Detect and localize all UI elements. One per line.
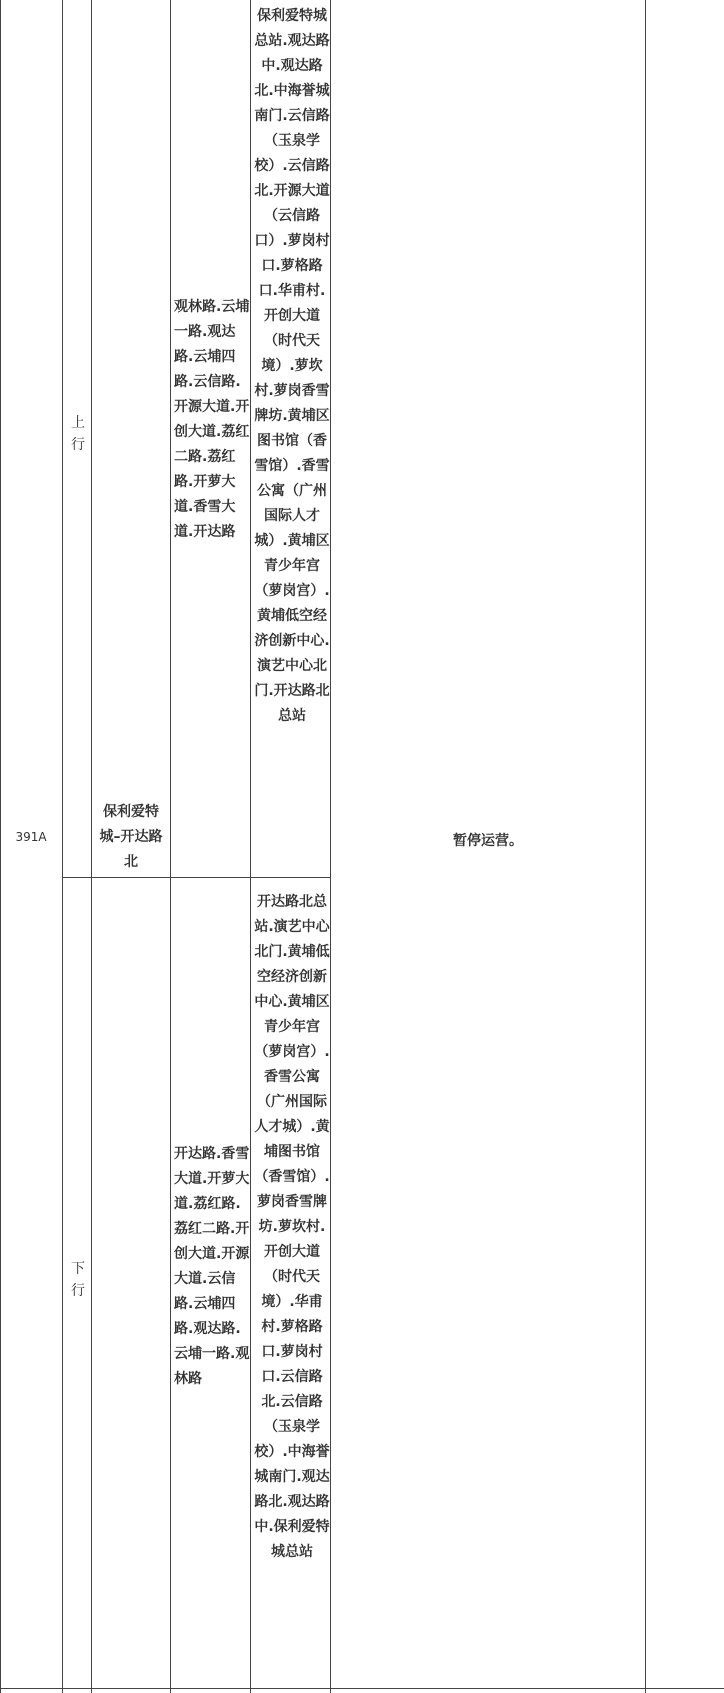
operation-status: 暂停运营。: [453, 833, 523, 849]
table-bottom-border: [0, 1688, 724, 1689]
table-divider-route-no: [62, 0, 63, 1693]
direction-up-label: 上行: [71, 415, 85, 453]
up-stops: 保利爱特城总站.观达路中.观达路北.中海誉城南门.云信路（玉泉学校）.云信路北.开源大道（云信路口）.萝岗村口.萝格路口.华甫村.开创大道（时代天境）.萝坎村.萝岗香雪牌坊.黄埔区图书馆（香雪馆）.香雪公寓（广州国际人才城）.黄埔区青少年宫（萝岗宫）.黄埔低空经济创新中心.演艺中心北门.开达路北总站: [254, 8, 330, 724]
row-divider-up-down-roads: [170, 877, 330, 878]
down-stops: 开达路北总站.演艺中心北门.黄埔低空经济创新中心.黄埔区青少年宫（萝岗宫）.香雪公寓（广州国际人才城）.黄埔图书馆（香雪馆）.萝岗香雪牌坊.萝坎村.开创大道（时代天境）.华甫村.萝格路口.萝岗村口.云信路北.云信路（玉泉学校）.中海誉城南门.观达路北.观达路中.保利爱特城总站: [254, 894, 330, 1560]
row-divider-up-down: [62, 877, 170, 878]
table-border-left: [0, 0, 1, 1693]
route-name: 保利爱特城–开达路北: [99, 804, 163, 870]
up-roads: 观林路.云埔一路.观达路.云埔四路.云信路.开源大道.开创大道.荔红二路.荔红路.开萝大道.香雪大道.开达路: [174, 299, 250, 540]
table-divider-roads: [250, 0, 251, 1693]
table-divider-route-name: [170, 0, 171, 1693]
route-number: 391A: [15, 830, 47, 844]
down-roads: 开达路.香雪大道.开萝大道.荔红路.荔红二路.开创大道.开源大道.云信路.云埔四路.观达路.云埔一路.观林路: [174, 1146, 250, 1387]
direction-down-label: 下行: [71, 1261, 85, 1299]
table-divider-direction: [91, 0, 92, 1693]
